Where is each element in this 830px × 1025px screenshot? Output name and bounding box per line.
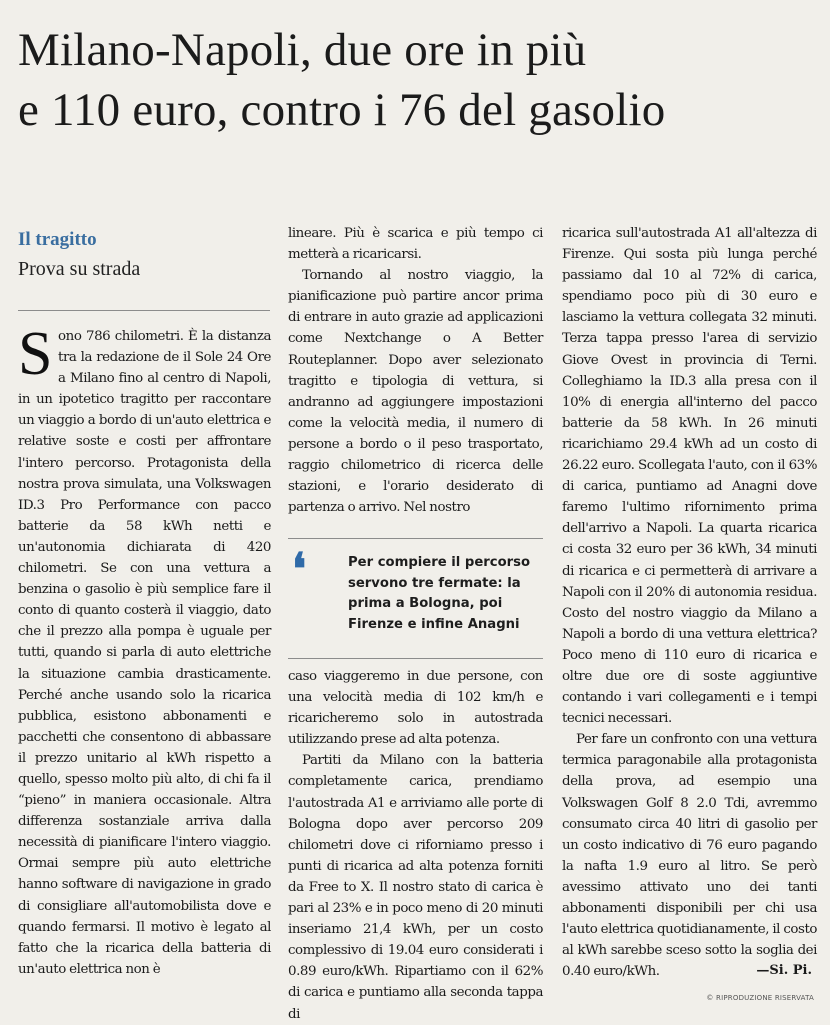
- article-column-2-bottom: [288, 666, 543, 1025]
- column-3-paragraph-2: Per fare un confronto con una vettura termica paragonabile alla protagonista della prova, ad esempio una Volkswagen Golf 8 2.0 Tdi, avremmo consumato circa 40 litri di gasolio per un costo indicativo di 76 euro pagando la nafta 1.9 euro al litro. Se però avessimo attivato uno dei tanti abbonamenti disponibili per chi usa l'auto elettrica quotidianamente, il costo al kWh sarebbe sceso sotto la soglia dei 0.40 euro/kWh.: [562, 732, 817, 980]
- column-2-paragraph-2: Tornando al nostro viaggio, la pianificazione può partire ancor prima di entrare in auto grazie ad applicazioni come Nextchange o A Better Routeplanner. Dopo aver selezionato tragitto e tipologia di vettura, si andranno ad aggiungere impostazioni come la velocità media, il numero di persone a bordo o il peso trasportato, raggio chilometrico di ricerca delle stazioni, e l'orario desiderato di partenza o arrivo. Nel nostro: [288, 268, 543, 516]
- headline-line-1: Milano-Napoli, due ore in più: [18, 24, 587, 76]
- column-2-paragraph-3: caso viaggeremo in due persone, con una velocità media di 102 km/h e ricaricheremo solo in autostrada utilizzando prese ad alta potenza.: [288, 669, 543, 748]
- headline: [18, 20, 818, 140]
- headline-line-2: e 110 euro, contro i 76 del gasolio: [18, 84, 666, 136]
- article-column-1: [18, 320, 271, 980]
- pullquote-top-rule: [288, 538, 543, 539]
- section-subkicker: Prova su strada: [18, 258, 141, 280]
- pullquote-bottom-rule: [288, 658, 543, 659]
- drop-cap: S: [18, 320, 53, 388]
- author-signature: —Si. Pi.: [756, 963, 812, 978]
- kicker-divider: [18, 310, 270, 311]
- article-column-2-top: [288, 223, 543, 518]
- quote-mark-icon: ❛: [292, 544, 307, 595]
- article-column-3: [562, 223, 817, 982]
- column-2-paragraph-1: lineare. Più è scarica e più tempo ci metterà a ricaricarsi.: [288, 226, 543, 263]
- column-1-text: ono 786 chilometri. È la distanza tra la redazione de il Sole 24 Ore a Milano fino al centro di Napoli, in un ipotetico tragitto per raccontare un viaggio a bordo di un'auto elettrica e relative soste e costi per affrontare l'intero percorso. Protagonista della nostra prova simulata, una Volkswagen ID.3 Pro Performance con pacco batterie da 58 kWh netti e un'autonomia dichiarata di 420 chilometri. Se con una vettura a benzina o gasolio è più semplice fare il conto di quanto costerà il viaggio, dato che il prezzo alla pompa è uguale per tutti, quando si parla di auto elettriche la situazione cambia drasticamente. Perché anche usando solo la ricarica pubblica, esistono abbonamenti e pacchetti che consentono di abbassare il prezzo unitario al kWh rispetto a quello, spesso molto più alto, di chi fa il “pieno” in maniera occasionale. Altra differenza sostanziale arriva dalla necessità di pianificare l'intero viaggio. Ormai sempre più auto elettriche hanno software di navigazione in grado di consigliare all'automobilista dove e quando fermarsi. Il motivo è legato al fatto che la ricarica della batteria di un'auto elettrica non è: [18, 329, 271, 977]
- column-2-paragraph-4: Partiti da Milano con la batteria completamente carica, prendiamo l'autostrada A1 e arriviamo alle porte di Bologna dopo aver percorso 209 chilometri dove ci riforniamo presso i punti di ricarica ad alta potenza forniti da Free to X. Il nostro stato di carica è pari al 23% e in poco meno di 20 minuti inseriamo 21,4 kWh, per un costo complessivo di 19.04 euro considerati i 0.89 euro/kWh. Ripartiamo con il 62% di carica e puntiamo alla seconda tappa di: [288, 753, 543, 1022]
- copyright-notice: © RIPRODUZIONE RISERVATA: [706, 994, 814, 1002]
- pullquote: Per compiere il percorso servono tre fermate: la prima a Bologna, poi Firenze e infine Anagni: [348, 555, 531, 632]
- column-3-paragraph-1: ricarica sull'autostrada A1 all'altezza di Firenze. Qui sosta più lunga perché passiamo dal 10 al 72% di carica, spendiamo poco più di 30 euro e lasciamo la vettura collegata 32 minuti. Terza tappa presso l'area di servizio Giove Ovest in provincia di Terni. Colleghiamo la ID.3 alla presa con il 10% di energia all'interno del pacco batterie da 58 kWh. In 26 minuti ricarichiamo 29.4 kWh ad un costo di 26.22 euro. Scollegata l'auto, con il 63% di carica, puntiamo ad Anagni dove faremo l'ultimo rifornimento prima dell'arrivo a Napoli. La quarta ricarica ci costa 32 euro per 36 kWh, 34 minuti di ricarica e ci permetterà di arrivare a Napoli con il 20% di autonomia residua. Costo del nostro viaggio da Milano a Napoli a bordo di una vettura elettrica? Poco meno di 110 euro di ricarica e oltre due ore di soste aggiuntive contando i vari collegamenti e i tempi tecnici necessari.: [562, 226, 817, 727]
- section-kicker: Il tragitto: [18, 229, 97, 250]
